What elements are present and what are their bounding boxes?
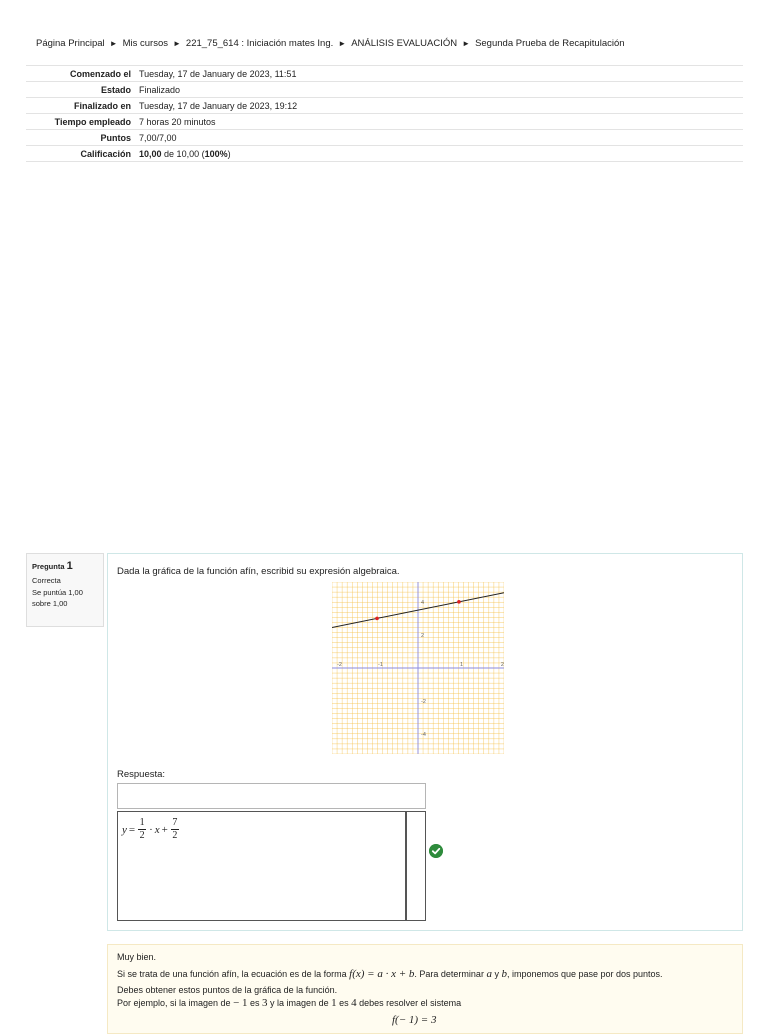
summary-value: 7,00/7,00 [135, 130, 743, 146]
breadcrumb [36, 38, 625, 49]
grade-of: de 10,00 ( [164, 148, 205, 159]
y-tick-label: 4 [421, 599, 425, 606]
summary-value: Finalizado [135, 82, 743, 98]
summary-row-points [26, 130, 743, 146]
answer-formula: y = $\frac{1}{2}$ · x + $\frac{7}{2}$ [122, 817, 178, 841]
response-label: Respuesta: [117, 769, 166, 780]
summary-row-grade [26, 146, 743, 162]
question-mark: Se puntúa 1,00 sobre 1,00 [32, 587, 83, 609]
question-info-box [26, 553, 104, 627]
question-status: Correcta [32, 576, 61, 586]
feedback-line-3: Debes obtener estos puntos de la gráfica de la función. [117, 985, 338, 995]
summary-label: Estado [26, 82, 135, 98]
summary-value: 7 horas 20 minutos [135, 114, 743, 130]
x-tick-label: -2 [337, 662, 342, 668]
grade-close: ) [227, 148, 231, 159]
summary-row-time [26, 114, 743, 130]
x-tick-label: 1 [459, 662, 464, 668]
summary-label: Comenzado el [26, 66, 135, 82]
feedback-line-2: Si se trata de una función afín, la ecuación es de la forma f(x) = a · x + b. Para determinar a y b, imponemos que pase por dos puntos. [117, 968, 663, 980]
attempt-summary-table [26, 65, 743, 162]
grade-score: 10,00 [139, 148, 162, 159]
summary-row-state [26, 82, 743, 98]
feedback-line-4: Por ejemplo, si la imagen de − 1 es 3 y la imagen de 1 es 4 debes resolver el sistema [117, 997, 462, 1009]
summary-label: Finalizado en [26, 98, 135, 114]
y-tick-label: -4 [421, 732, 426, 739]
summary-label: Puntos [26, 130, 135, 146]
graph-point [375, 617, 379, 621]
summary-value: Tuesday, 17 de January de 2023, 19:12 [135, 98, 743, 114]
fraction-one-half: $\frac{1}{2}$ [139, 817, 145, 841]
summary-label: Calificación [26, 146, 135, 162]
breadcrumb-quiz-link[interactable]: Segunda Prueba de Recapitulación [475, 38, 625, 49]
summary-value: Tuesday, 17 de January de 2023, 11:51 [135, 66, 743, 82]
feedback-system: f(− 1) = 3 [392, 1014, 437, 1026]
question-label: Pregunta [32, 562, 65, 571]
breadcrumb-separator: ► [338, 39, 347, 48]
x-tick-label: -1 [378, 662, 383, 668]
breadcrumb-separator: ► [109, 39, 118, 48]
answer-scrollbar[interactable] [406, 811, 426, 921]
summary-value [135, 146, 743, 162]
function-graph [332, 582, 504, 754]
grade-percent: 100% [204, 148, 228, 159]
fraction-seven-halves: $\frac{7}{2}$ [172, 817, 178, 841]
response-preview-box[interactable] [117, 783, 426, 809]
breadcrumb-course-link[interactable]: 221_75_614 : Iniciación mates Ing. [185, 38, 334, 49]
breadcrumb-home-link[interactable]: Página Principal [36, 38, 105, 49]
breadcrumb-section-link[interactable]: ANÁLISIS EVALUACIÓN [351, 38, 458, 49]
breadcrumb-separator: ► [462, 39, 471, 48]
graph-point [457, 600, 461, 604]
x-tick-label: 2 [500, 662, 504, 668]
y-tick-label: -2 [421, 699, 426, 706]
y-tick-label: 2 [421, 632, 425, 639]
question-text: Dada la gráfica de la función afín, escribid su expresión algebraica. [117, 566, 400, 577]
summary-row-finished [26, 98, 743, 114]
breadcrumb-separator: ► [172, 39, 181, 48]
check-circle-icon [429, 844, 443, 858]
breadcrumb-courses-link[interactable]: Mis cursos [122, 38, 168, 49]
summary-label: Tiempo empleado [26, 114, 135, 130]
summary-row-started [26, 66, 743, 82]
feedback-line-1: Muy bien. [117, 952, 157, 962]
question-number: 1 [66, 560, 73, 572]
